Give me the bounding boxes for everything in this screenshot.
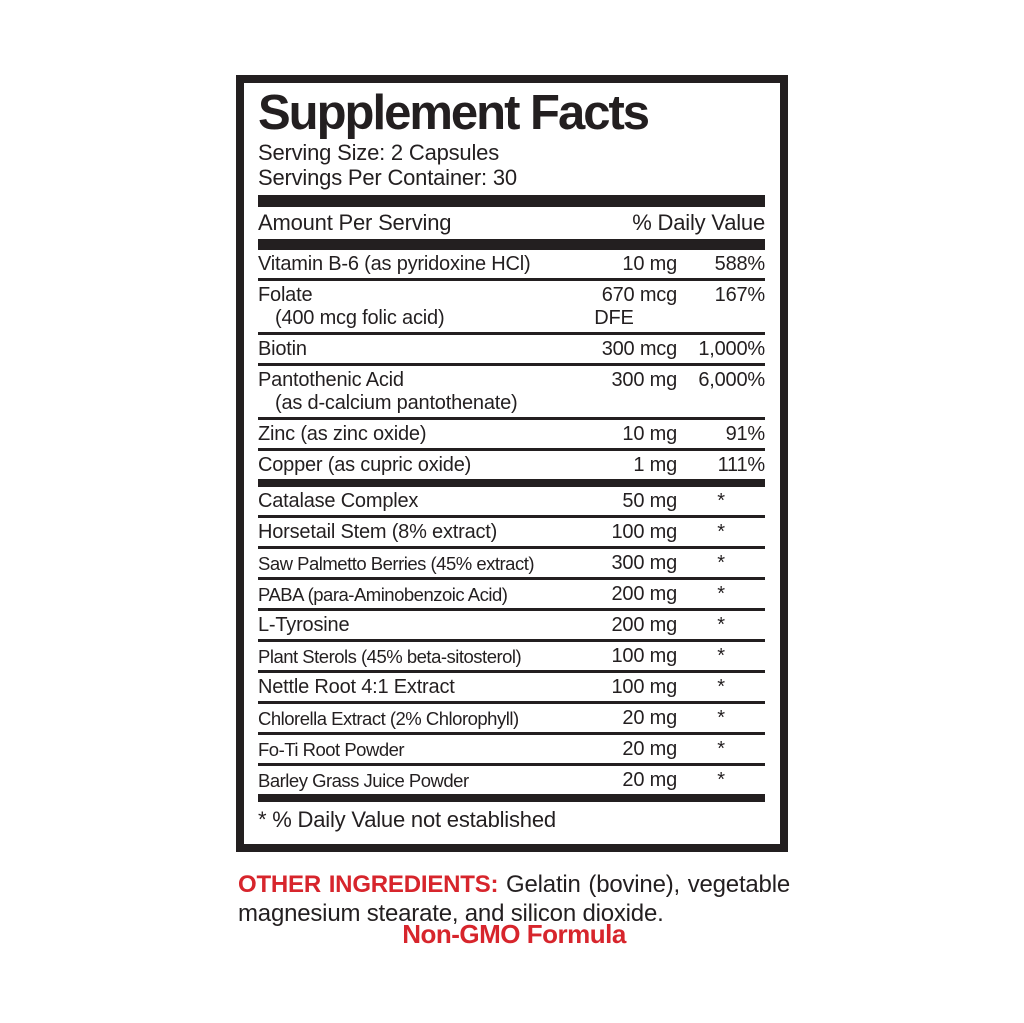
ingredient-row [258, 278, 765, 332]
supplement-facts-panel [236, 75, 788, 852]
ingredient-amount: 300 mg [611, 368, 677, 391]
ingredient-row [258, 732, 765, 763]
ingredient-row [258, 639, 765, 670]
ingredient-name: Horsetail Stem (8% extract) [258, 520, 498, 543]
ingredient-daily-value: * [717, 613, 725, 636]
ingredient-name: Nettle Root 4:1 Extract [258, 675, 455, 698]
ingredient-daily-value: * [717, 582, 725, 605]
ingredient-amount: 100 mg [611, 644, 677, 667]
ingredient-name: Plant Sterols (45% beta-sitosterol) [258, 645, 522, 667]
ingredient-amount: 20 mg [622, 706, 677, 729]
other-ingredients-text: Gelatin (bovine), vegetable magnesium stearate, and silicon dioxide. [238, 871, 790, 927]
ingredient-daily-value: 6,000% [698, 368, 765, 391]
ingredient-row [258, 546, 765, 577]
column-header [258, 207, 765, 239]
ingredient-name: Biotin [258, 337, 307, 360]
ingredient-daily-value: 588% [714, 252, 765, 275]
ingredient-name: Pantothenic Acid (as d-calcium pantothenate) [258, 369, 565, 415]
ingredient-amount: 100 mg [611, 675, 677, 698]
divider-bar [258, 195, 765, 207]
ingredient-daily-value: * [717, 675, 725, 698]
ingredient-name: Folate (400 mcg folic acid) [258, 284, 565, 330]
serving-size: Serving Size: 2 Capsules [258, 139, 499, 165]
ingredient-name: L-Tyrosine [258, 613, 350, 636]
daily-value-header: % Daily Value [632, 209, 765, 235]
ingredient-amount: 1 mg [633, 453, 677, 476]
ingredient-name: Saw Palmetto Berries (45% extract) [258, 552, 535, 574]
divider-bar [258, 794, 765, 802]
divider-bar [258, 479, 765, 487]
ingredient-amount: 300 mg [611, 551, 677, 574]
other-ingredients-label: OTHER INGREDIENTS: [238, 871, 499, 898]
ingredient-amount: 200 mg [611, 582, 677, 605]
ingredient-amount: 200 mg [611, 613, 677, 636]
ingredient-name: Fo-Ti Root Powder [258, 738, 405, 760]
ingredient-row [258, 250, 765, 278]
ingredient-amount: 10 mg [622, 422, 677, 445]
ingredient-daily-value: 167% [714, 283, 765, 306]
daily-value-footnote: * % Daily Value not established [258, 806, 556, 832]
ingredient-name-sub: (as d-calcium pantothenate) [275, 391, 518, 414]
ingredient-name: Copper (as cupric oxide) [258, 453, 472, 476]
ingredient-name-sub: (400 mcg folic acid) [275, 306, 445, 329]
servings-per-container: Servings Per Container: 30 [258, 164, 517, 190]
amount-per-serving-header: Amount Per Serving [258, 209, 452, 235]
ingredient-name: Catalase Complex [258, 489, 419, 512]
ingredient-name: Vitamin B-6 (as pyridoxine HCl) [258, 252, 531, 275]
ingredient-daily-value: 111% [717, 453, 765, 476]
ingredient-daily-value: 1,000% [698, 337, 765, 360]
ingredient-amount: 100 mg [611, 520, 677, 543]
ingredient-amount: 50 mg [622, 489, 677, 512]
ingredient-amount: 670 mcg DFE [565, 284, 677, 330]
ingredient-daily-value: * [717, 768, 725, 791]
ingredient-daily-value: * [717, 489, 725, 512]
ingredient-name: PABA (para-Aminobenzoic Acid) [258, 583, 508, 605]
ingredient-daily-value: 91% [725, 422, 765, 445]
ingredient-row [258, 417, 765, 448]
ingredient-row [258, 577, 765, 608]
ingredient-row [258, 670, 765, 701]
ingredient-amount: 20 mg [622, 737, 677, 760]
ingredient-row [258, 363, 765, 417]
panel-title: Supplement Facts [258, 86, 649, 140]
ingredient-daily-value: * [717, 737, 725, 760]
ingredient-daily-value: * [717, 520, 725, 543]
ingredient-amount: 10 mg [622, 252, 677, 275]
ingredient-amount-sub: DFE [594, 306, 634, 329]
divider-bar [258, 239, 765, 250]
ingredient-row [258, 448, 765, 479]
ingredient-row [258, 608, 765, 639]
ingredient-row [258, 515, 765, 546]
non-gmo-formula: Non-GMO Formula [402, 919, 626, 949]
ingredient-daily-value: * [717, 706, 725, 729]
ingredient-row [258, 701, 765, 732]
ingredient-name: Chlorella Extract (2% Chlorophyll) [258, 707, 519, 729]
ingredient-amount: 300 mcg [601, 337, 677, 360]
ingredient-daily-value: * [717, 551, 725, 574]
ingredient-amount: 20 mg [622, 768, 677, 791]
ingredient-name: Barley Grass Juice Powder [258, 769, 469, 791]
ingredient-daily-value: * [717, 644, 725, 667]
ingredient-row [258, 332, 765, 363]
ingredient-row [258, 763, 765, 794]
ingredient-name: Zinc (as zinc oxide) [258, 422, 427, 445]
ingredient-row [258, 487, 765, 515]
